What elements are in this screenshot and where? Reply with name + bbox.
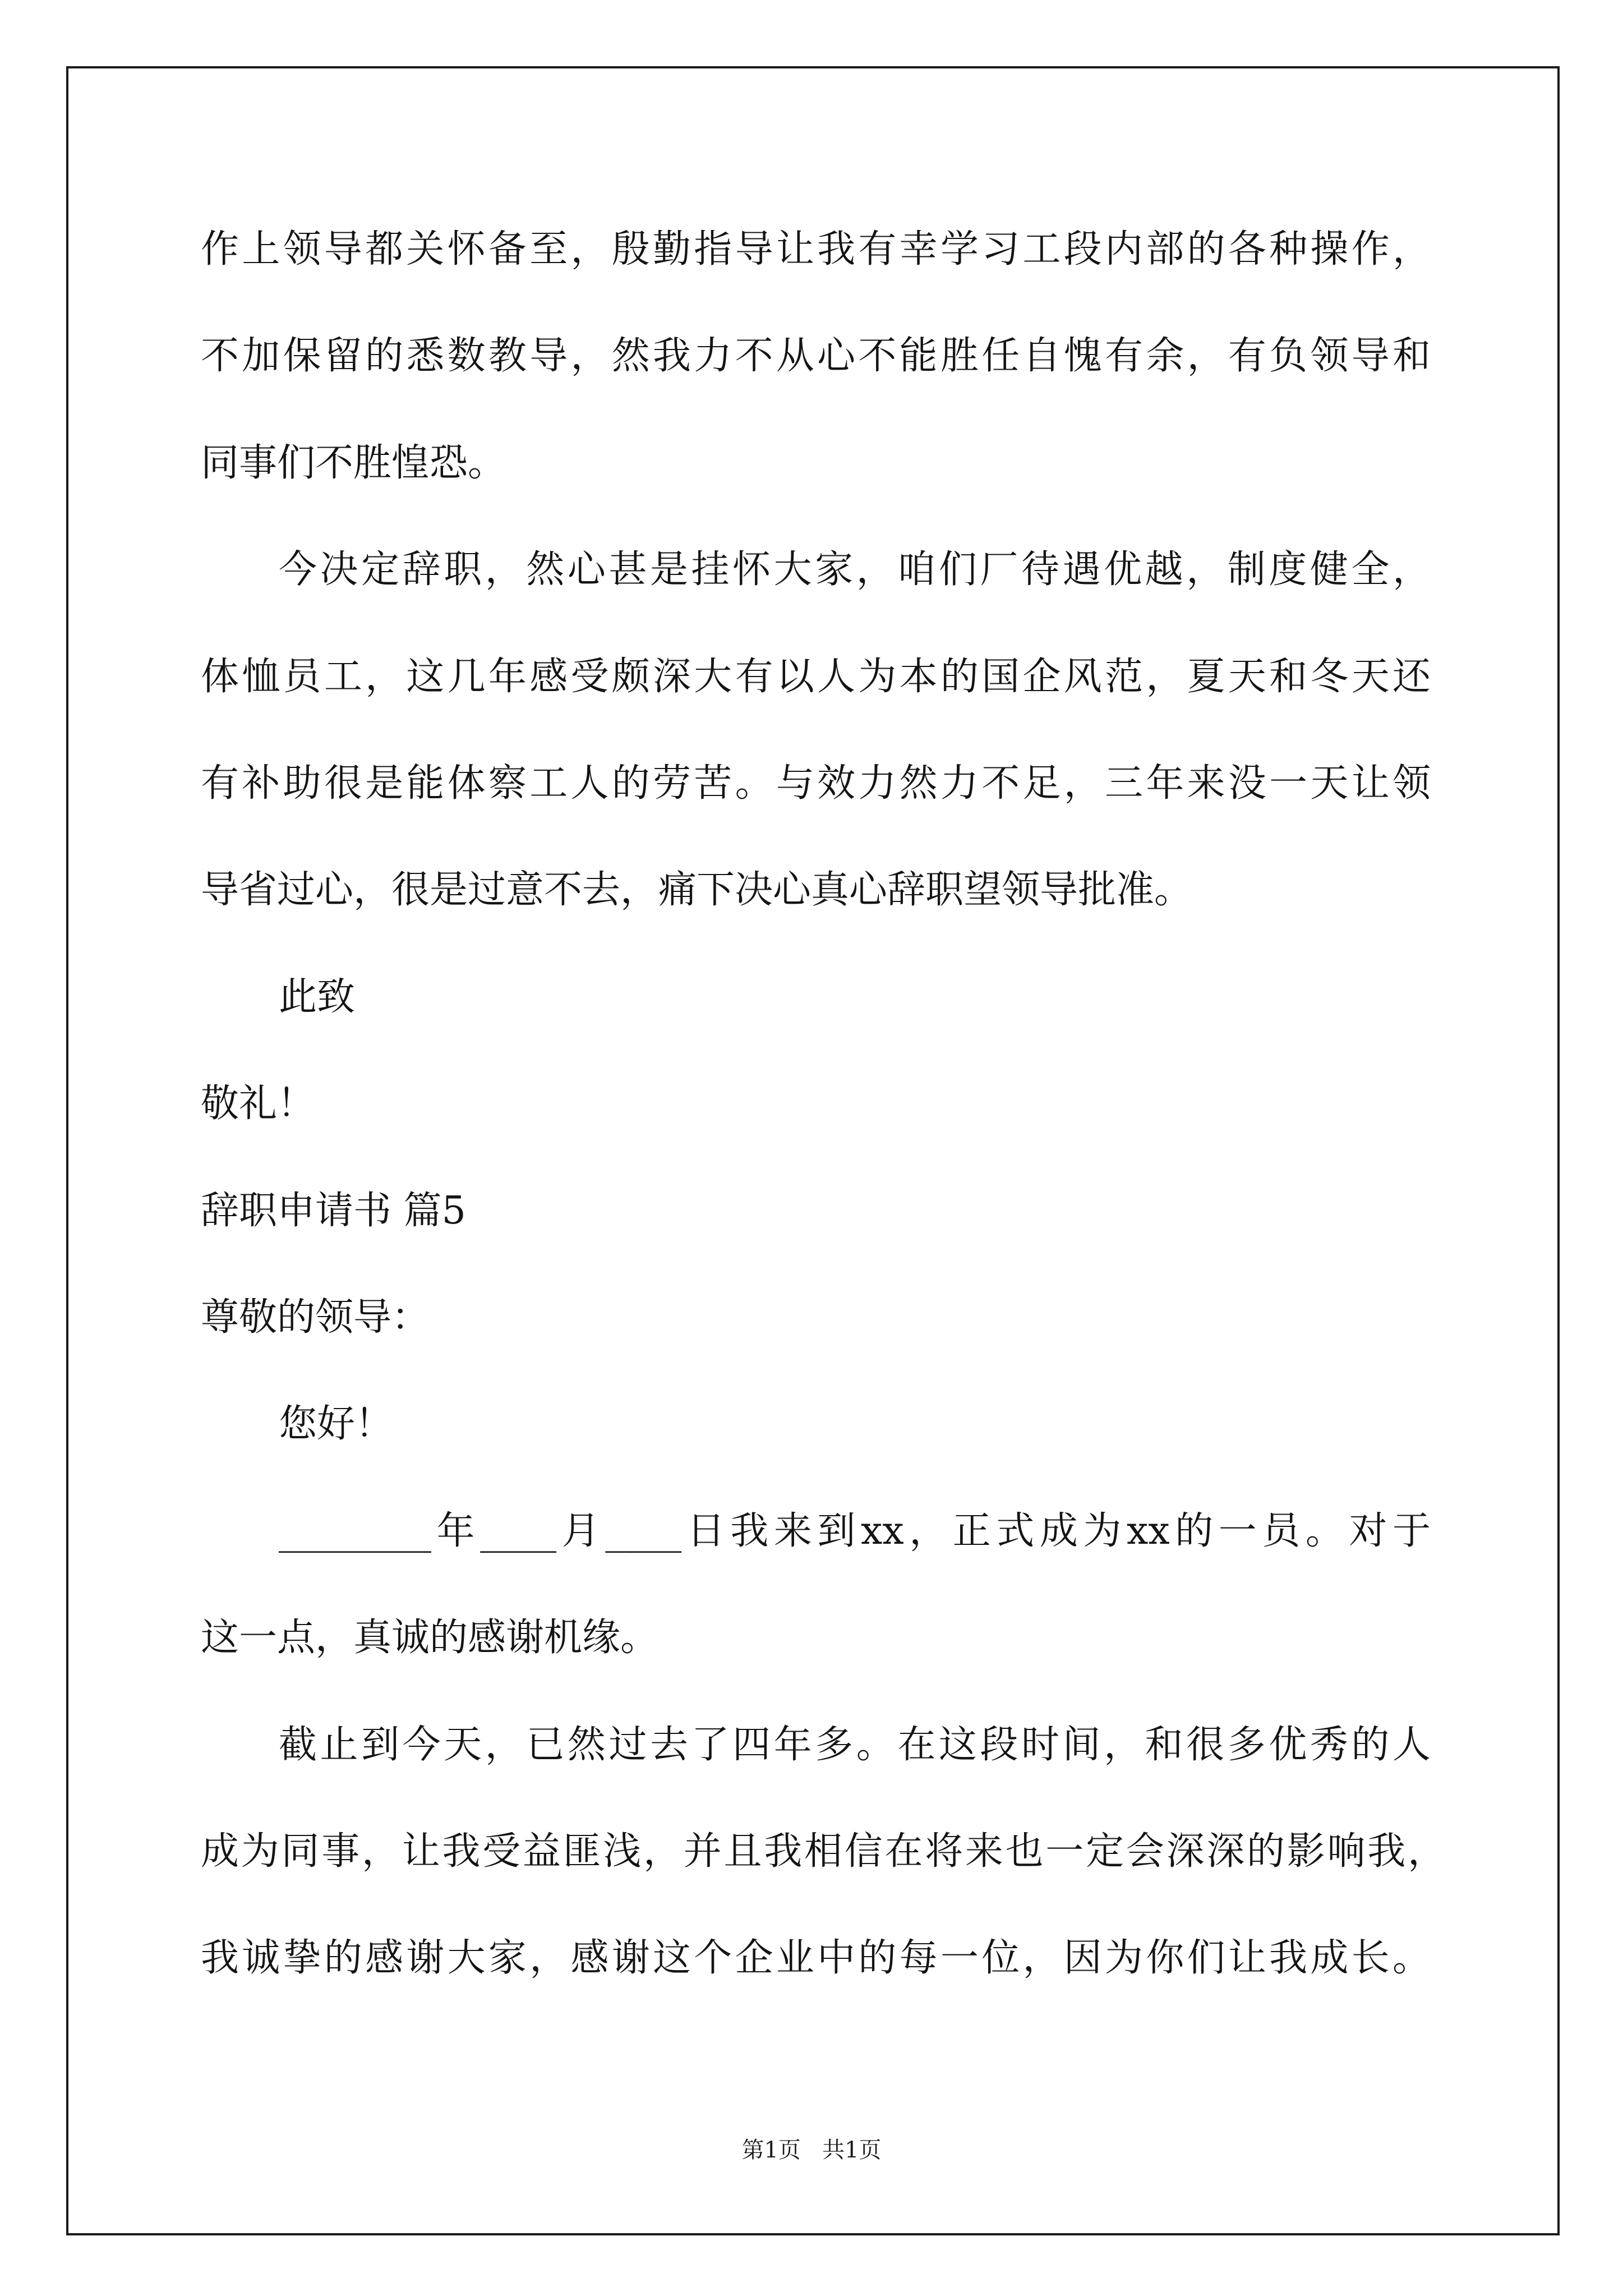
paragraph-start-line: ________年____月____日我来到xx，正式成为xx的一员。对于: [279, 1509, 1431, 1553]
page-footer: 第1页 共1页: [741, 2137, 882, 2163]
section-heading: 辞职申请书 篇5: [201, 1189, 466, 1233]
closing-salutation: 此致: [279, 975, 356, 1019]
text-line: 体恤员工，这几年感受颇深大有以人为本的国企风范，夏天和冬天还: [201, 655, 1431, 699]
text-line: 作上领导都关怀备至，殷勤指导让我有幸学习工段内部的各种操作，: [201, 227, 1431, 272]
text-line: 导省过心，很是过意不去，痛下决心真心辞职望领导批准。: [201, 868, 1193, 912]
letter-addressee: 尊敬的领导：: [201, 1295, 430, 1340]
paragraph-start-line: 今决定辞职，然心甚是挂怀大家，咱们厂待遇优越，制度健全，: [279, 547, 1431, 592]
paragraph-start-line: 截止到今天，已然过去了四年多。在这段时间，和很多优秀的人: [279, 1723, 1431, 1767]
text-line: 我诚挚的感谢大家，感谢这个企业中的每一位，因为你们让我成长。: [201, 1936, 1431, 1980]
page-border: [66, 66, 1560, 2235]
text-line: 不加保留的悉数教导，然我力不从心不能胜任自愧有余，有负领导和: [201, 334, 1431, 378]
text-line: 有补助很是能体察工人的劳苦。与效力然力不足，三年来没一天让领: [201, 761, 1431, 806]
closing-regards: 敬礼！: [201, 1082, 316, 1126]
text-line: 同事们不胜惶恐。: [201, 441, 506, 485]
letter-greeting: 您好！: [279, 1402, 394, 1446]
text-line: 这一点，真诚的感谢机缘。: [201, 1616, 659, 1660]
text-line: 成为同事，让我受益匪浅，并且我相信在将来也一定会深深的影响我，: [201, 1829, 1446, 1874]
